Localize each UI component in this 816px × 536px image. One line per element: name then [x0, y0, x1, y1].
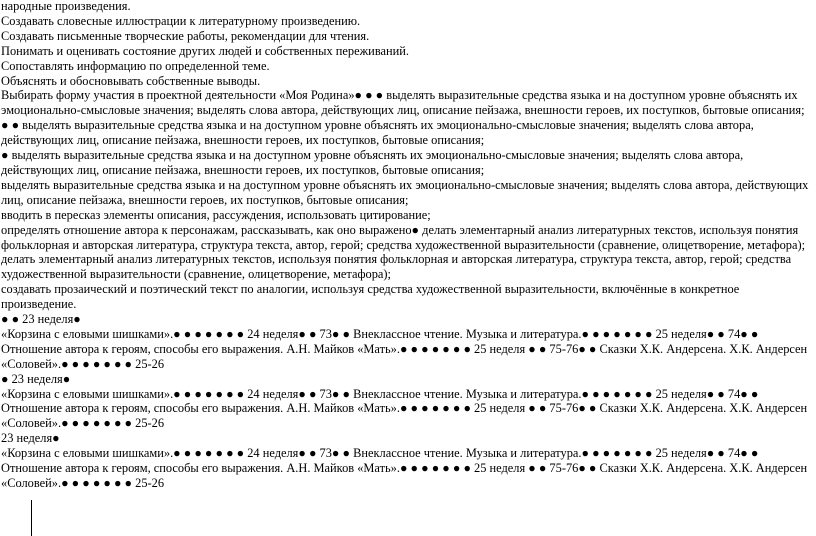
paragraph-4: Понимать и оценивать состояние других людей и собственных переживаний. [1, 43, 409, 58]
document-body [1, 0, 813, 491]
paragraph-2: Создавать словесные иллюстрации к литературному произведению. [1, 13, 361, 28]
schedule-paragraph-2: «Корзина с еловыми шишками».● ● ● ● ● ● ● 24 неделя● ● 73● ● Внеклассное чтение. Музыка и литература.● ● ● ● ● ● ● 25 неделя● ● 74● ● Отношение автора к героям, способы его выражения. А.Н. Майков «Мать».● ● ● ● ● ● ● 25 неделя ● ● 75-76● ● Сказки Х.К. Андерсена. Х.К. Андерсен «Соловей».● ● ● ● ● ● ● 25-26 [1, 386, 808, 431]
schedule-paragraph-3: «Корзина с еловыми шишками».● ● ● ● ● ● ● 24 неделя● ● 73● ● Внеклассное чтение. Музыка и литература.● ● ● ● ● ● ● 25 неделя● ● 74● ● Отношение автора к героям, способы его выражения. А.Н. Майков «Мать».● ● ● ● ● ● ● 25 неделя ● ● 75-76● ● Сказки Х.К. Андерсена. Х.К. Андерсен «Соловей».● ● ● ● ● ● ● 25-26 [1, 446, 808, 490]
paragraph-1: народные произведения. [1, 0, 131, 13]
paragraph-11: вводить в пересказ элементы описания, рассуждения, использовать цитирование; [1, 207, 431, 222]
paragraph-8: ● ● выделять выразительные средства языка и на доступном уровне объяснять их эмоционально-смысловые значения; выделять слова автора, действующих лиц, описание пейзажа, внешности героев, их поступков, бытовые описания; [1, 118, 754, 148]
paragraph-5: Сопоставлять информацию по определенной теме. [1, 58, 270, 73]
week-heading-1: ● ● 23 неделя● [1, 312, 81, 327]
paragraph-12: определять отношение автора к персонажам, рассказывать, как оно выражено● делать элементарный анализ литературных текстов, используя понятия фольклорная и авторская литература, структура текста, автор, герой; средства художественной выразительности (сравнение, олицетворение, метафора); [1, 222, 806, 252]
schedule-paragraph-1: «Корзина с еловыми шишками».● ● ● ● ● ● ● 24 неделя● ● 73● ● Внеклассное чтение. Музыка и литература.● ● ● ● ● ● ● 25 неделя● ● 74● ● Отношение автора к героям, способы его выражения. А.Н. Майков «Мать».● ● ● ● ● ● ● 25 неделя ● ● 75-76● ● Сказки Х.К. Андерсена. Х.К. Андерсен «Соловей».● ● ● ● ● ● ● 25-26 [1, 326, 808, 371]
week-heading-3: 23 неделя● [1, 431, 60, 446]
week-heading-2: ● 23 неделя● [1, 371, 71, 386]
paragraph-13: делать элементарный анализ литературных текстов, используя понятия фольклорная и авторская литература, структура текста, автор, герой; средства художественной выразительности (сравнение, олицетворение, метафора); [1, 252, 792, 282]
paragraph-14: создавать прозаический и поэтический текст по аналогии, используя средства художественной выразительности, включённые в конкретное произведение. [1, 282, 740, 312]
paragraph-10: выделять выразительные средства языка и на доступном уровне объяснять их эмоционально-смысловые значения; выделять слова автора, действующих лиц, описание пейзажа, внешности героев, их поступков, бытовые описания; [1, 177, 809, 207]
paragraph-6: Объяснять и обосновывать собственные выводы. [1, 73, 261, 88]
paragraph-3: Создавать письменные творческие работы, рекомендации для чтения. [1, 28, 370, 43]
table-border-line [31, 500, 32, 536]
paragraph-7: Выбирать форму участия в проектной деятельности «Моя Родина»● ● ● выделять выразительные средства языка и на доступном уровне объяснять их эмоционально-смысловые значения; выделять слова автора, действующих лиц, описание пейзажа, внешности героев, их поступков, бытовые описания; [1, 88, 805, 118]
paragraph-9: ● выделять выразительные средства языка и на доступном уровне объяснять их эмоционально-смысловые значения; выделять слова автора, действующих лиц, описание пейзажа, внешности героев, их поступков, бытовые описания; [1, 148, 744, 177]
